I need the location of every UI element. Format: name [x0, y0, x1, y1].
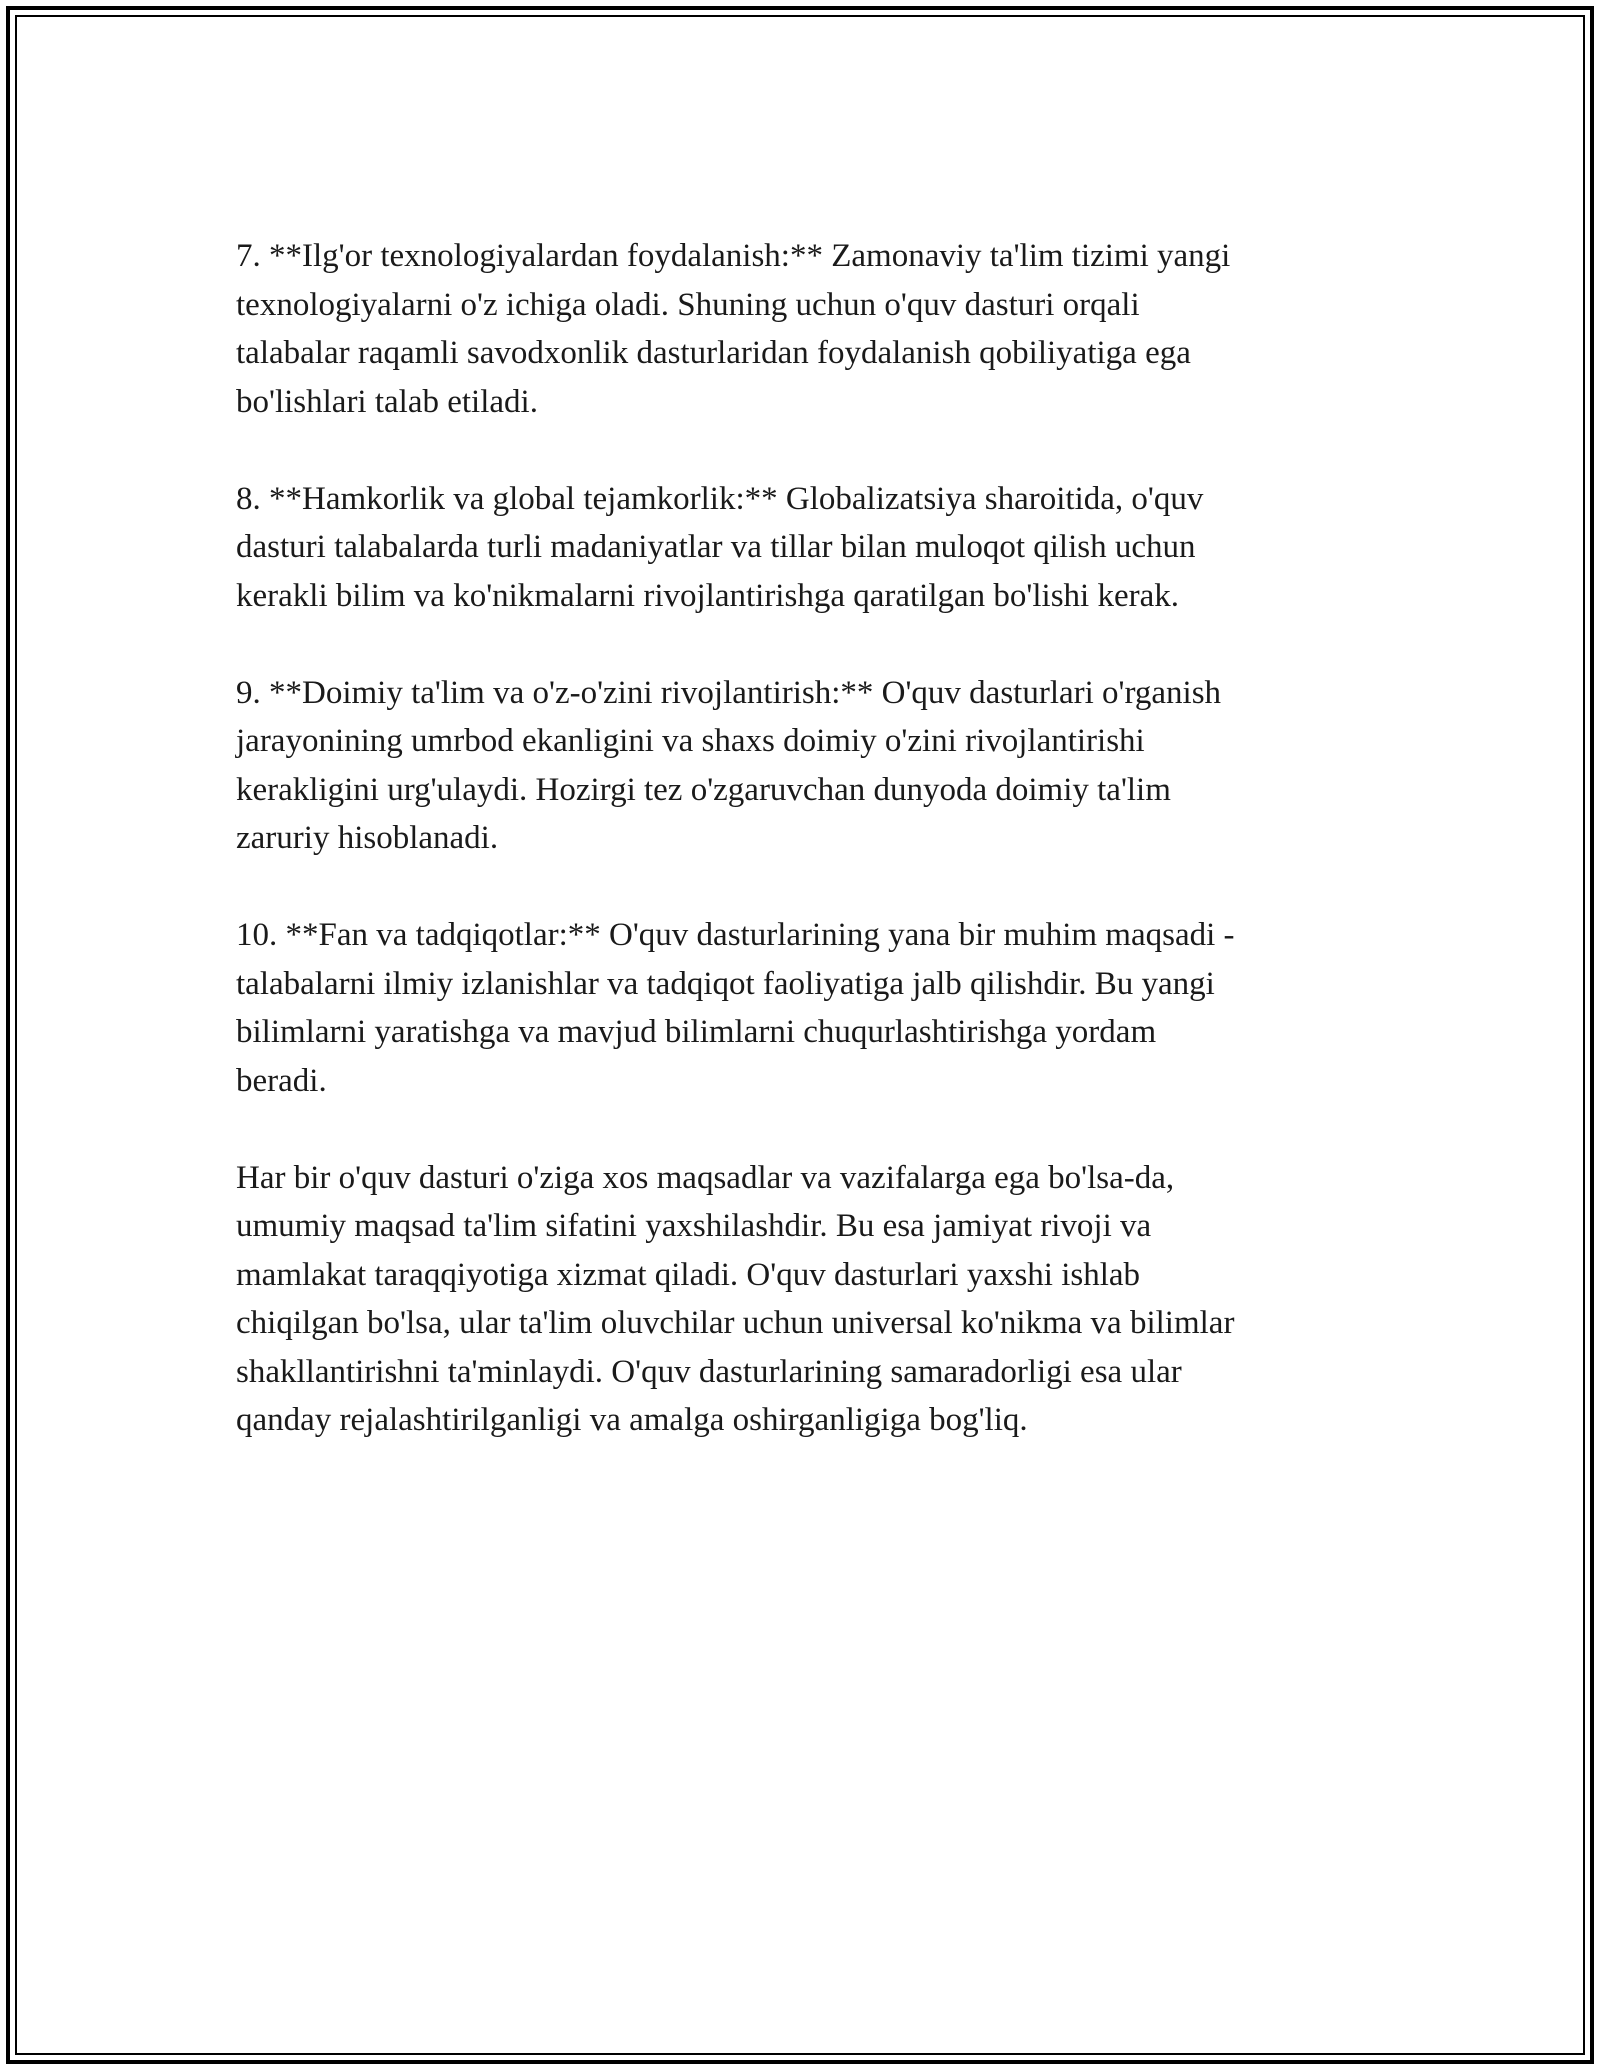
text-line: beradi. [236, 1062, 327, 1099]
paragraph-item-9 [236, 669, 1366, 863]
text-line: chiqilgan bo'lsa, ular ta'lim oluvchilar uchun universal ko'nikma va bilimlar [236, 1305, 1235, 1341]
text-line: 7. **Ilg'or texnologiyalardan foydalanish:** Zamonaviy ta'lim tizimi yangi [236, 238, 1231, 274]
text-line: 8. **Hamkorlik va global tejamkorlik:** Globalizatsiya sharoitida, o'quv [236, 480, 1204, 517]
text-line: kerakli bilim va ko'nikmalarni rivojlantirishga qaratilgan bo'lishi kerak. [236, 577, 1179, 614]
text-line: talabalar raqamli savodxonlik dasturlaridan foydalanish qobiliyatiga ega [236, 335, 1191, 371]
paragraph-item-7 [236, 232, 1366, 426]
text-line: mamlakat taraqqiyotiga xizmat qiladi. O'quv dasturlari yaxshi ishlab [236, 1256, 1141, 1293]
text-line: texnologiyalarni o'z ichiga oladi. Shuning uchun o'quv dasturi orqali [236, 286, 1140, 323]
text-line: 10. **Fan va tadqiqotlar:** O'quv dasturlarining yana bir muhim maqsadi - [236, 917, 1235, 953]
paragraph-item-10 [236, 911, 1366, 1105]
text-line: 9. **Doimiy ta'lim va o'z-o'zini rivojlantirish:** O'quv dasturlari o'rganish [236, 674, 1222, 711]
document-body [236, 232, 1366, 1493]
text-line: kerakligini urg'ulaydi. Hozirgi tez o'zgaruvchan dunyoda doimiy ta'lim [236, 771, 1171, 808]
text-line: shakllantirishni ta'minlaydi. O'quv dasturlarining samaradorligi esa ular [236, 1353, 1182, 1390]
text-line: dasturi talabalarda turli madaniyatlar va tillar bilan muloqot qilish uchun [236, 529, 1196, 565]
text-line: zaruriy hisoblanadi. [236, 820, 499, 856]
text-line: bo'lishlari talab etiladi. [236, 383, 538, 420]
paragraph-item-8 [236, 475, 1366, 621]
text-line: Har bir o'quv dasturi o'ziga xos maqsadlar va vazifalarga ega bo'lsa-da, [236, 1159, 1175, 1196]
text-line: talabalarni ilmiy izlanishlar va tadqiqot faoliyatiga jalb qilishdir. Bu yangi [236, 965, 1215, 1002]
paragraph-conclusion [236, 1154, 1366, 1445]
text-line: qanday rejalashtirilganligi va amalga oshirganligiga bog'liq. [236, 1402, 1028, 1438]
text-line: bilimlarni yaratishga va mavjud bilimlarni chuqurlashtirishga yordam [236, 1014, 1157, 1050]
text-line: jarayonining umrbod ekanligini va shaxs doimiy o'zini rivojlantirishi [236, 723, 1145, 759]
text-line: umumiy maqsad ta'lim sifatini yaxshilashdir. Bu esa jamiyat rivoji va [236, 1208, 1152, 1244]
